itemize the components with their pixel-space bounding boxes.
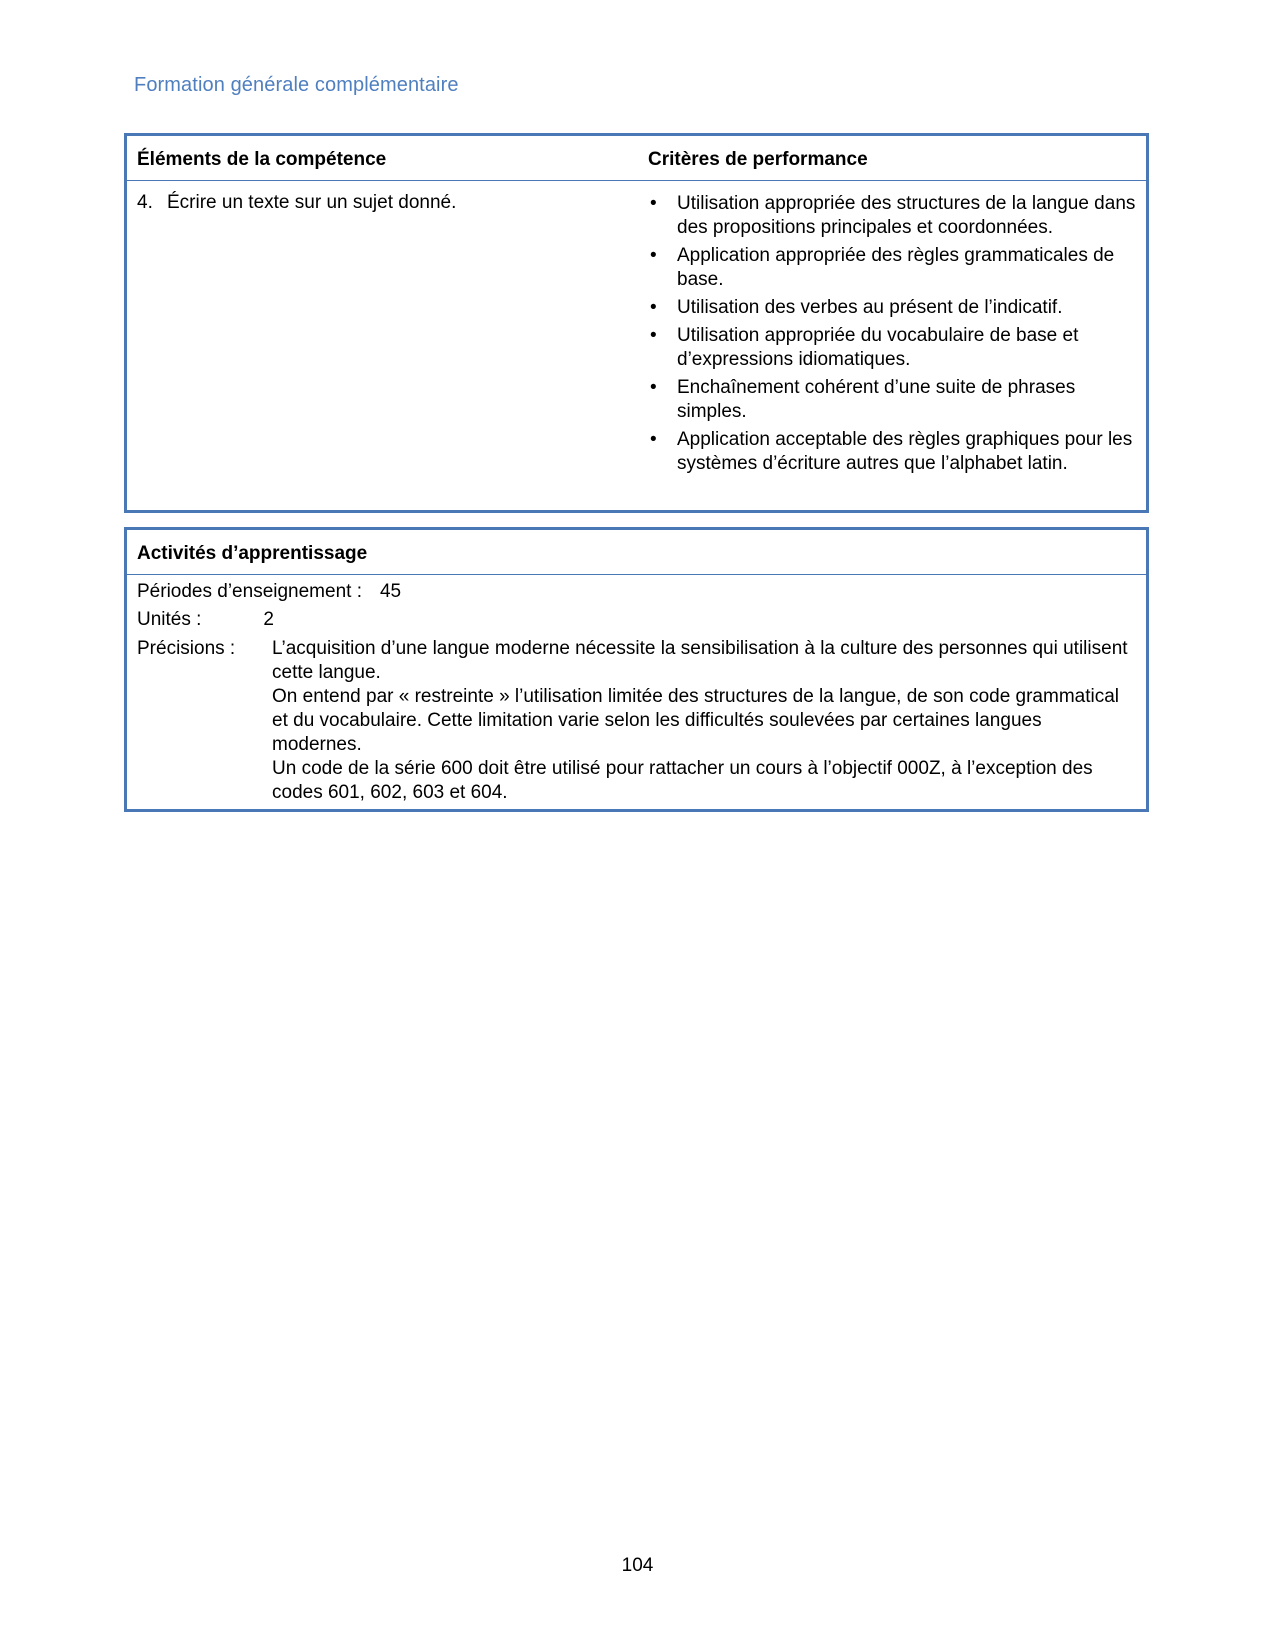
precisions-block [137, 637, 1132, 805]
criteria-text: Enchaînement cohérent d’une suite de phrases simples. [677, 377, 1076, 422]
criteria-list [648, 192, 1138, 480]
periods-label: Périodes d’enseignement : [137, 581, 362, 602]
units-label: Unités : [137, 609, 202, 630]
units-row [137, 608, 1132, 636]
bullet-icon: • [650, 297, 657, 318]
criteria-text: Application appropriée des règles grammaticales de base. [677, 245, 1115, 290]
competence-table [124, 133, 1149, 513]
criteria-item [648, 192, 1138, 240]
competence-table-header [127, 136, 1146, 181]
criteria-text: Utilisation appropriée du vocabulaire de base et d’expressions idiomatiques. [677, 325, 1079, 370]
bullet-icon: • [650, 325, 657, 346]
precision-paragraph: Un code de la série 600 doit être utilisé pour rattacher un cours à l’objectif 000Z, à l’exception des codes 601, 602, 603 et 604. [272, 758, 1093, 803]
elements-column-heading: Éléments de la compétence [137, 149, 387, 170]
periods-row [137, 580, 1132, 608]
activities-body [137, 580, 1132, 805]
bullet-icon: • [650, 429, 657, 450]
criteria-text: Utilisation appropriée des structures de la langue dans des propositions principales et coordonnées. [677, 193, 1136, 238]
criteria-text: Utilisation des verbes au présent de l’indicatif. [677, 297, 1063, 318]
periods-value: 45 [379, 581, 402, 602]
activities-heading: Activités d’apprentissage [137, 543, 368, 564]
bullet-icon: • [650, 193, 657, 214]
precision-paragraph: L’acquisition d’une langue moderne nécessite la sensibilisation à la culture des personnes qui utilisent cette langue. [272, 638, 1128, 683]
activities-table [124, 527, 1149, 812]
page-header-title: Formation générale complémentaire [134, 74, 459, 96]
criteria-text: Application acceptable des règles graphiques pour les systèmes d’écriture autres que l’alphabet latin. [677, 429, 1133, 474]
bullet-icon: • [650, 377, 657, 398]
criteria-item [648, 324, 1138, 372]
criteria-item [648, 376, 1138, 424]
precisions-label: Précisions : [137, 638, 236, 659]
units-value: 2 [263, 609, 274, 630]
element-number: 4. [137, 192, 153, 213]
criteria-item [648, 428, 1138, 476]
criteria-item [648, 296, 1138, 320]
precision-paragraph: On entend par « restreinte » l’utilisation limitée des structures de la langue, de son code grammatical et du vocabulaire. Cette limitation varie selon les difficultés soulevées par certaines langues modernes. [272, 686, 1120, 755]
page-number: 104 [621, 1555, 654, 1576]
criteria-item [648, 244, 1138, 292]
element-text: Écrire un texte sur un sujet donné. [167, 192, 457, 213]
criteria-column-heading: Critères de performance [648, 149, 868, 170]
bullet-icon: • [650, 245, 657, 266]
activities-table-header [127, 530, 1146, 575]
competence-element [137, 192, 456, 214]
precisions-paragraphs [272, 637, 1132, 805]
